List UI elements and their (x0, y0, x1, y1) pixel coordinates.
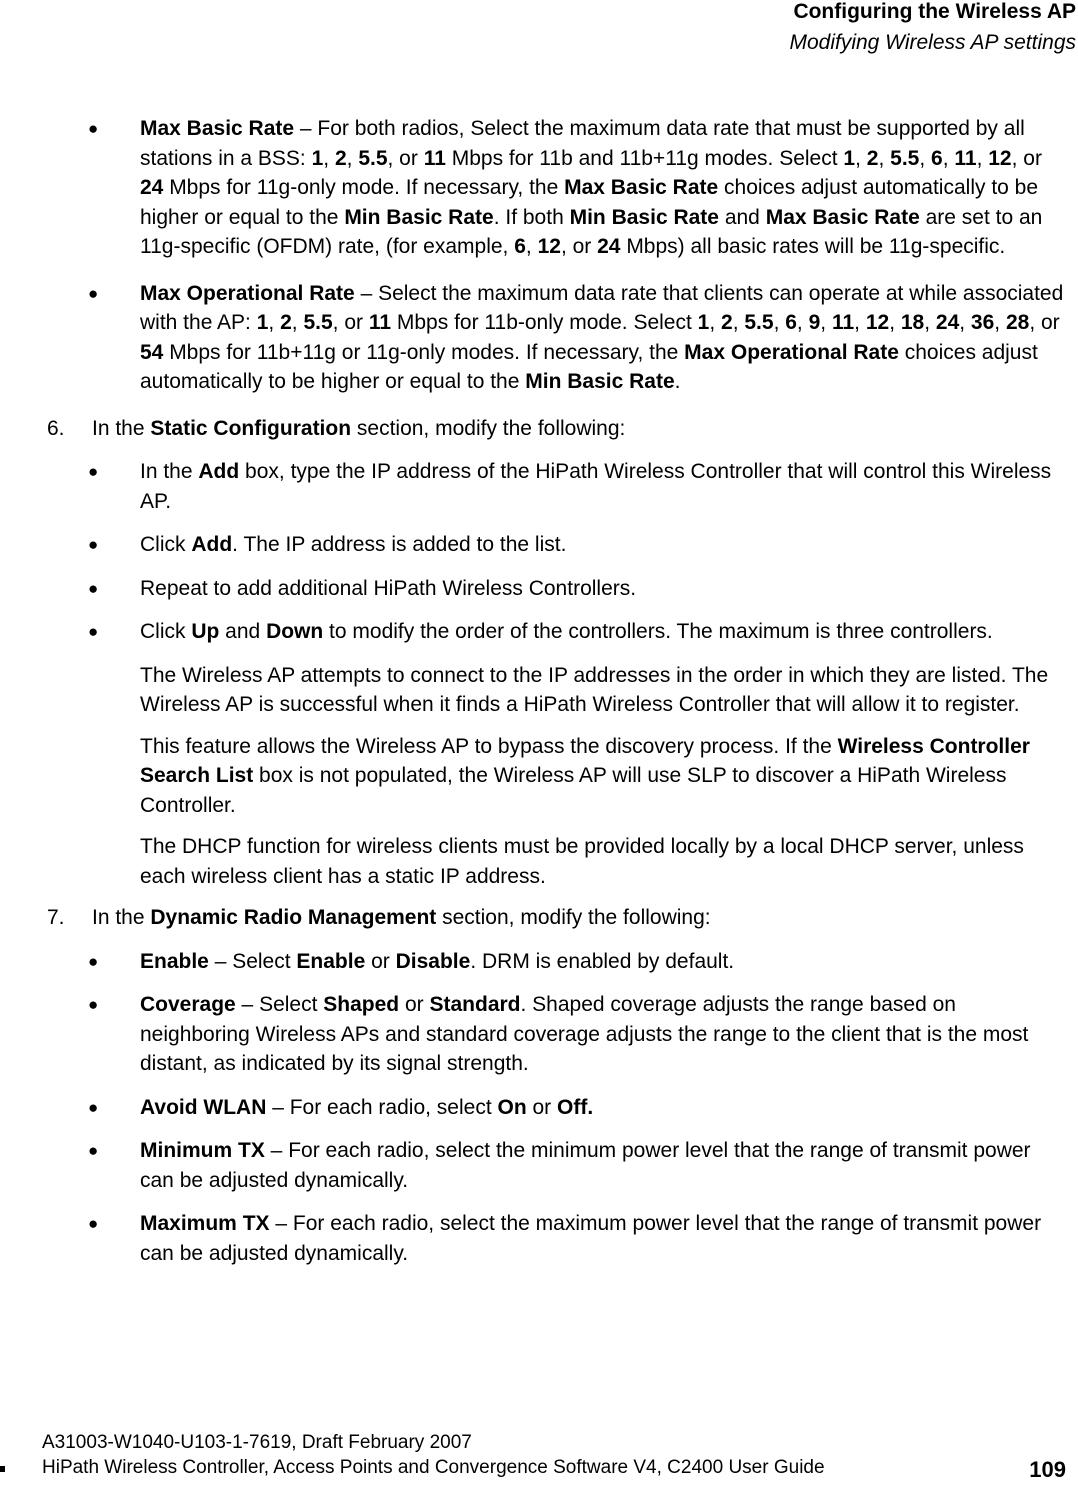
note-connection-order: The Wireless AP attempts to connect to the IP addresses in the order in which they are listed. The Wireless AP is successful when it finds a HiPath Wireless Controller that will allow it to register. (140, 663, 1049, 716)
step-number: 7. (47, 906, 65, 929)
bullet-coverage: ● Coverage – Select Shaped or Standard. Shaped coverage adjusts the range based on neighboring Wireless APs and standard coverage adjusts the range to the client that is the most distant, as indicated by its signal strength. (0, 990, 1070, 1079)
margin-mark (0, 1466, 5, 1472)
note-bypass-discovery: This feature allows the Wireless AP to bypass the discovery process. If the Wireless Controller Search List box is not populated, the Wireless AP will use SLP to discover a HiPath Wireless Controller. (140, 734, 1030, 817)
bullet-max-basic-rate: ● Max Basic Rate – For both radios, Select the maximum data rate that must be supported by all stations in a BSS: 1, 2, 5.5, or 11 Mbps for 11b and 11b+11g modes. Select 1, 2, 5.5, 6, 11, 12, or 24 Mbps for 11g-only mode. If necessary, the Max Basic Rate choices adjust automatically to be higher or equal to the Min Basic Rate. If both Min Basic Rate and Max Basic Rate are set to an 11g-specific (OFDM) rate, (for example, 6, 12, or 24 Mbps) all basic rates will be 11g-specific. (0, 114, 1070, 262)
bullet-icon: ● (88, 578, 99, 598)
bullet-repeat: ● Repeat to add additional HiPath Wireless Controllers. (0, 574, 1070, 604)
bullet-maximum-tx: ● Maximum TX – For each radio, select the maximum power level that the range of transmit power can be adjusted dynamically. (0, 1209, 1070, 1268)
step-7: 7. In the Dynamic Radio Management section, modify the following: (0, 903, 1072, 933)
bullet-icon: ● (88, 995, 99, 1014)
bullet-icon: ● (88, 462, 99, 481)
page-footer (42, 1430, 825, 1480)
bullet-enable: ● Enable – Select Enable or Disable. DRM is enabled by default. (0, 947, 1070, 977)
page-number: 109 (1029, 1457, 1066, 1482)
bullet-icon: ● (88, 622, 99, 641)
bullet-max-operational-rate: ● Max Operational Rate – Select the maximum data rate that clients can operate at while associated with the AP: 1, 2, 5.5, or 11 Mbps for 11b-only mode. Select 1, 2, 5.5, 6, 9, 11, 12, 18, 24, 36, 28, or 54 Mbps for 11b+11g or 11g-only modes. If necessary, the Max Operational Rate choices adjust automatically to be higher or equal to the Min Basic Rate. (0, 279, 1070, 397)
bullet-icon: ● (88, 1097, 99, 1117)
bullet-up-down: ● Click Up and Down to modify the order of the controllers. The maximum is three controllers. (0, 617, 1070, 647)
bullet-minimum-tx: ● Minimum TX – For each radio, select the minimum power level that the range of transmit power can be adjusted dynamically. (0, 1136, 1070, 1195)
bullet-add-box: ● In the Add box, type the IP address of the HiPath Wireless Controller that will control this Wireless AP. (0, 457, 1070, 516)
bullet-icon: ● (88, 951, 99, 971)
bullet-click-add: ● Click Add. The IP address is added to the list. (0, 530, 1070, 560)
page-header-title: Configuring the Wireless AP (793, 0, 1076, 23)
term-static-configuration: Static Configuration (150, 416, 352, 440)
term-max-operational-rate: Max Operational Rate (140, 281, 355, 305)
page-header-subtitle: Modifying Wireless AP settings (789, 31, 1076, 54)
bullet-icon: ● (88, 283, 99, 303)
bullet-icon: ● (88, 535, 99, 554)
step-number: 6. (47, 416, 65, 440)
bullet-avoid-wlan: ● Avoid WLAN – For each radio, select On or Off. (0, 1093, 1070, 1123)
note-dhcp: The DHCP function for wireless clients must be provided locally by a local DHCP server, unless each wireless client has a static IP address. (140, 835, 1024, 888)
footer-doc-id: A31003-W1040-U103-1-7619, Draft February 2007 (42, 1432, 472, 1453)
page-body (0, 114, 1078, 1282)
bullet-icon: ● (88, 1214, 99, 1233)
bullet-icon: ● (88, 1141, 99, 1160)
footer-doc-title: HiPath Wireless Controller, Access Points and Convergence Software V4, C2400 User Guide (42, 1457, 825, 1478)
step-6: 6. In the Static Configuration section, modify the following: (0, 414, 1072, 444)
term-max-basic-rate: Max Basic Rate (140, 117, 295, 140)
term-dynamic-radio-management: Dynamic Radio Management (150, 906, 437, 929)
bullet-icon: ● (88, 119, 99, 138)
